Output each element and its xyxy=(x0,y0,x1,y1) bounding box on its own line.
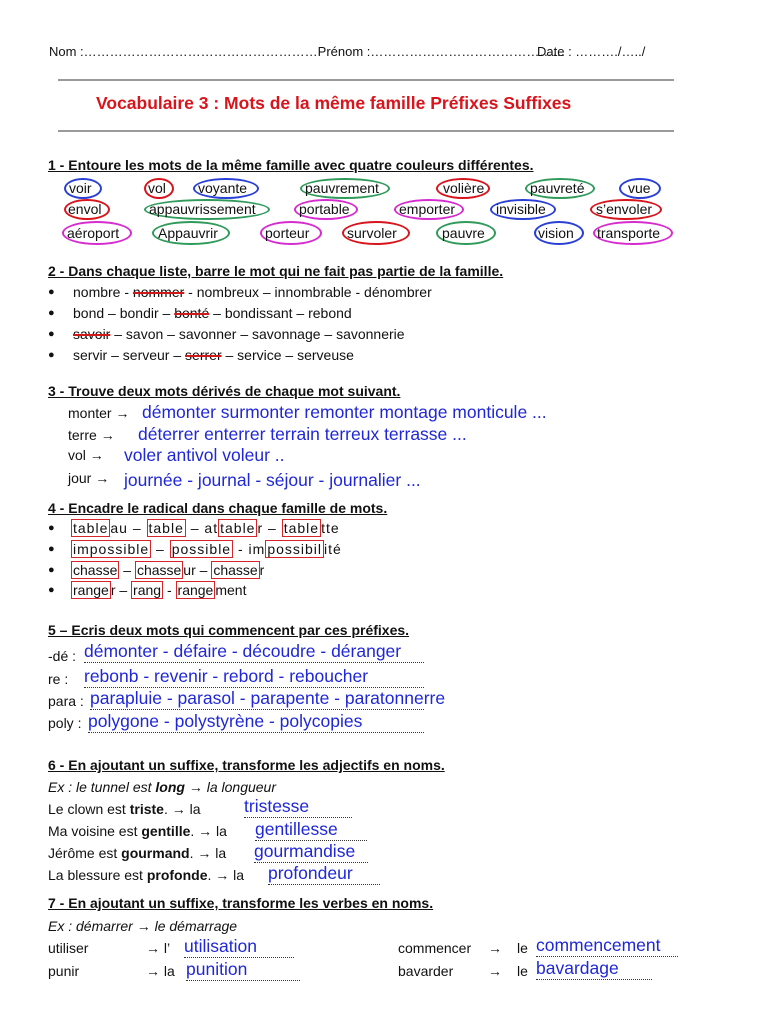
section4-heading: 4 - Encadre le radical dans chaque famille de mots. xyxy=(48,500,388,516)
bullet-icon: ● xyxy=(48,584,55,596)
list-text: - nombreux – innombrable - dénombrer xyxy=(184,284,432,300)
family-word: aéroport xyxy=(67,225,120,241)
handwritten-answer: bavardage xyxy=(536,958,652,980)
section1-heading: 1 - Entoure les mots de la même famille avec quatre couleurs différentes. xyxy=(48,157,534,173)
radical-box: table xyxy=(283,520,320,536)
handwritten-answer: tristesse xyxy=(244,796,352,818)
verb-label: commencer xyxy=(398,940,472,956)
family-word: pauvre xyxy=(442,225,485,241)
radical-box: table xyxy=(148,520,184,536)
handwritten-answer: commencement xyxy=(536,935,678,957)
base-word: monter → xyxy=(68,405,130,421)
list-text: bond – bondir – xyxy=(73,305,175,321)
word-list xyxy=(73,305,352,321)
family-word: s’envoler xyxy=(596,201,653,217)
section5-heading: 5 – Ecris deux mots qui commencent par ces préfixes. xyxy=(48,622,410,638)
exercise-line: La blessure est profonde. → la xyxy=(48,867,245,883)
exercise-line: Ma voisine est gentille. → la xyxy=(48,823,227,839)
struck-word: savoir xyxy=(73,326,111,342)
example-line: Ex : le tunnel est long → la longueur xyxy=(48,779,277,795)
article-label: le xyxy=(517,963,528,979)
arrow-icon: → xyxy=(100,427,115,443)
family-word: vision xyxy=(538,225,574,241)
radical-box: chasse xyxy=(73,562,118,578)
base-word: vol → xyxy=(68,447,104,463)
family-word: portable xyxy=(299,201,350,217)
handwritten-answer: utilisation xyxy=(184,936,294,958)
list-text: – service – serveuse xyxy=(221,347,354,363)
handwritten-answer: rebonb - revenir - rebord - reboucher xyxy=(84,666,424,688)
bullet-icon: ● xyxy=(48,564,55,576)
radical-box: impossible xyxy=(73,541,150,557)
word-family: table au – table – at table r – table tte xyxy=(73,520,340,536)
radical-box: rang xyxy=(133,582,162,598)
family-word: porteur xyxy=(265,225,310,241)
struck-word: nommer xyxy=(132,284,185,300)
word-family: impossible – possible - im possibil ité xyxy=(73,541,342,557)
radical-box: range xyxy=(73,582,109,598)
family-word: vue xyxy=(628,180,651,196)
bullet-icon: ● xyxy=(48,286,55,298)
article-label: le xyxy=(517,940,528,956)
arrow-icon: → xyxy=(488,940,502,956)
handwritten-answer: voler antivol voleur .. xyxy=(124,445,285,465)
word-family: chasse – chasse ur – chasse r xyxy=(73,562,265,578)
struck-word: bonté xyxy=(174,305,210,321)
verb-label: bavarder xyxy=(398,963,454,979)
family-word: voyante xyxy=(198,180,248,196)
radical-box: possible xyxy=(171,541,232,557)
family-word: invisible xyxy=(496,201,546,217)
family-word: appauvrissement xyxy=(149,201,256,217)
prefix-label: para : xyxy=(48,693,84,709)
radical-box: chasse xyxy=(136,562,182,578)
article-label: → la xyxy=(146,963,175,979)
handwritten-answer: démonter - défaire - découdre - déranger xyxy=(84,641,424,663)
handwritten-answer: journée - journal - séjour - journalier ... xyxy=(124,470,421,490)
radical-box: possibil xyxy=(267,541,323,557)
section3-heading: 3 - Trouve deux mots dérivés de chaque mot suivant. xyxy=(48,383,401,399)
family-word: pauvreté xyxy=(530,180,585,196)
exercise-line: Le clown est triste. → la xyxy=(48,801,201,817)
prefix-label: re : xyxy=(48,671,69,687)
list-text: – savon – savonner – savonnage – savonnerie xyxy=(110,326,405,342)
handwritten-answer: gourmandise xyxy=(254,841,368,863)
radical-box: table xyxy=(220,520,256,536)
date-field-line: Date : ………./…../ xyxy=(537,44,646,59)
section7-heading: 7 - En ajoutant un suffixe, transforme les verbes en noms. xyxy=(48,895,434,911)
section6-heading: 6 - En ajoutant un suffixe, transforme les adjectifs en noms. xyxy=(48,757,445,773)
handwritten-answer: parapluie - parasol - parapente - paratonnerre xyxy=(90,688,446,708)
bullet-icon: ● xyxy=(48,349,55,361)
family-word: envol xyxy=(68,201,102,217)
radical-box: chasse xyxy=(213,562,258,578)
base-word: terre → xyxy=(68,427,115,443)
family-word: volière xyxy=(443,180,485,196)
verb-label: punir xyxy=(48,963,80,979)
family-word: survoler xyxy=(347,225,397,241)
family-word: Appauvrir xyxy=(158,225,218,241)
handwritten-answer: punition xyxy=(186,959,300,981)
section2-heading: 2 - Dans chaque liste, barre le mot qui ne fait pas partie de la famille. xyxy=(48,263,504,279)
list-text: servir – serveur – xyxy=(73,347,186,363)
arrow-icon: → xyxy=(89,447,104,463)
bullet-icon: ● xyxy=(48,522,55,534)
bullet-icon: ● xyxy=(48,543,55,555)
family-word: transporte xyxy=(597,225,661,241)
arrow-icon: → xyxy=(95,470,110,486)
struck-word: serrer xyxy=(185,347,222,363)
title-rule xyxy=(58,130,674,132)
word-family: range r – rang - range ment xyxy=(73,582,247,598)
family-word: emporter xyxy=(399,201,456,217)
radical-box: table xyxy=(73,520,109,536)
name-field-line: Nom :………………………………………………Prénom :……………………………………… xyxy=(49,44,566,59)
family-word: voir xyxy=(69,180,92,196)
list-text: – bondissant – rebond xyxy=(209,305,352,321)
prefix-label: -dé : xyxy=(48,648,77,664)
verb-label: utiliser xyxy=(48,940,89,956)
word-list xyxy=(73,284,432,300)
handwritten-answer: déterrer enterrer terrain terreux terrasse ... xyxy=(138,424,467,444)
family-word: pauvrement xyxy=(305,180,379,196)
prefix-label: poly : xyxy=(48,715,82,731)
handwritten-answer: gentillesse xyxy=(255,819,367,841)
bullet-icon: ● xyxy=(48,328,55,340)
bullet-icon: ● xyxy=(48,307,55,319)
list-text: nombre - xyxy=(73,284,133,300)
radical-box: range xyxy=(177,582,214,598)
example-line: Ex : démarrer → le démarrage xyxy=(48,918,238,934)
article-label: → l’ xyxy=(146,940,171,956)
arrow-icon: → xyxy=(488,963,502,979)
handwritten-answer: polygone - polystyrène - polycopies xyxy=(88,711,424,733)
word-list xyxy=(73,347,354,363)
word-list xyxy=(73,326,405,342)
page-title: Vocabulaire 3 : Mots de la même famille Préfixes Suffixes xyxy=(96,93,572,113)
family-word: vol xyxy=(148,180,166,196)
handwritten-answer: démonter surmonter remonter montage monticule ... xyxy=(142,402,547,422)
arrow-icon: → xyxy=(115,405,130,421)
exercise-line: Jérôme est gourmand. → la xyxy=(48,845,227,861)
top-rule xyxy=(58,79,674,81)
base-word: jour → xyxy=(68,470,110,486)
handwritten-answer: profondeur xyxy=(268,863,380,885)
